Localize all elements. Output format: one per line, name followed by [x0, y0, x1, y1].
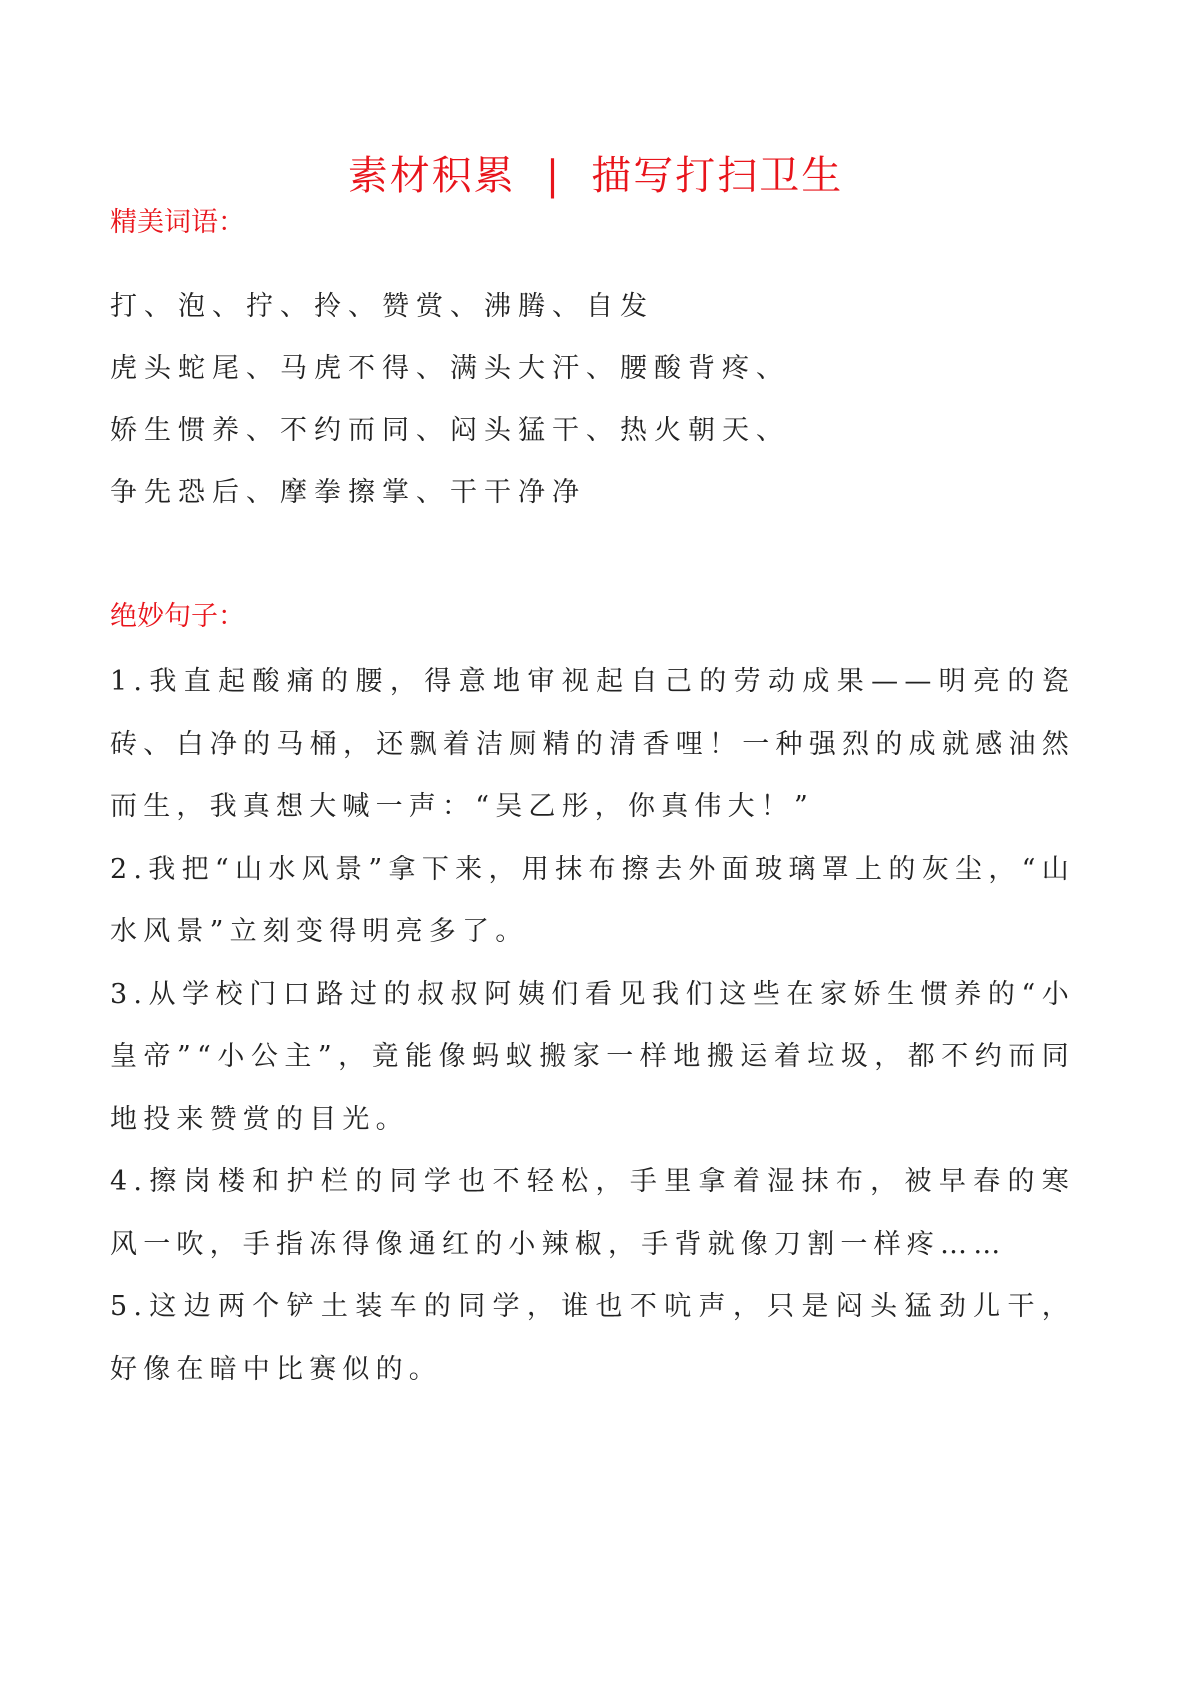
sentence-item: 2.我把“山水风景”拿下来，用抹布擦去外面玻璃罩上的灰尘，“山水风景”立刻变得明亮多了。 — [110, 853, 1075, 947]
title-separator: | — [545, 153, 562, 199]
title-right: 描写打扫卫生 — [591, 153, 844, 199]
words-list — [110, 276, 1090, 524]
sentence-item: 4.擦岗楼和护栏的同学也不轻松，手里拿着湿抹布，被早春的寒风一吹，手指冻得像通红的小辣椒，手背就像刀割一样疼…… — [110, 1166, 1075, 1260]
words-line: 娇生惯养、不约而同、闷头猛干、热火朝天、 — [110, 415, 790, 446]
page-title — [0, 148, 1191, 204]
sentences-list — [110, 651, 1075, 1401]
words-line: 争先恐后、摩拳擦掌、干干净净 — [110, 477, 586, 508]
words-line: 虎头蛇尾、马虎不得、满头大汗、腰酸背疼、 — [110, 353, 790, 384]
sentences-heading: 绝妙句子： — [110, 601, 245, 632]
sentence-item: 1.我直起酸痛的腰，得意地审视起自己的劳动成果——明亮的瓷砖、白净的马桶，还飘着洁厕精的清香哩！一种强烈的成就感油然而生，我真想大喊一声：“吴乙彤，你真伟大！” — [110, 666, 1075, 822]
words-line: 打、泡、拧、拎、赞赏、沸腾、自发 — [110, 291, 654, 322]
title-left: 素材积累 — [347, 153, 516, 199]
sentence-item: 3.从学校门口路过的叔叔阿姨们看见我们这些在家娇生惯养的“小皇帝”“小公主”，竟能像蚂蚁搬家一样地搬运着垃圾，都不约而同地投来赞赏的目光。 — [110, 978, 1075, 1135]
words-heading: 精美词语： — [110, 207, 245, 238]
sentence-item: 5.这边两个铲土装车的同学，谁也不吭声，只是闷头猛劲儿干，好像在暗中比赛似的。 — [110, 1291, 1075, 1385]
